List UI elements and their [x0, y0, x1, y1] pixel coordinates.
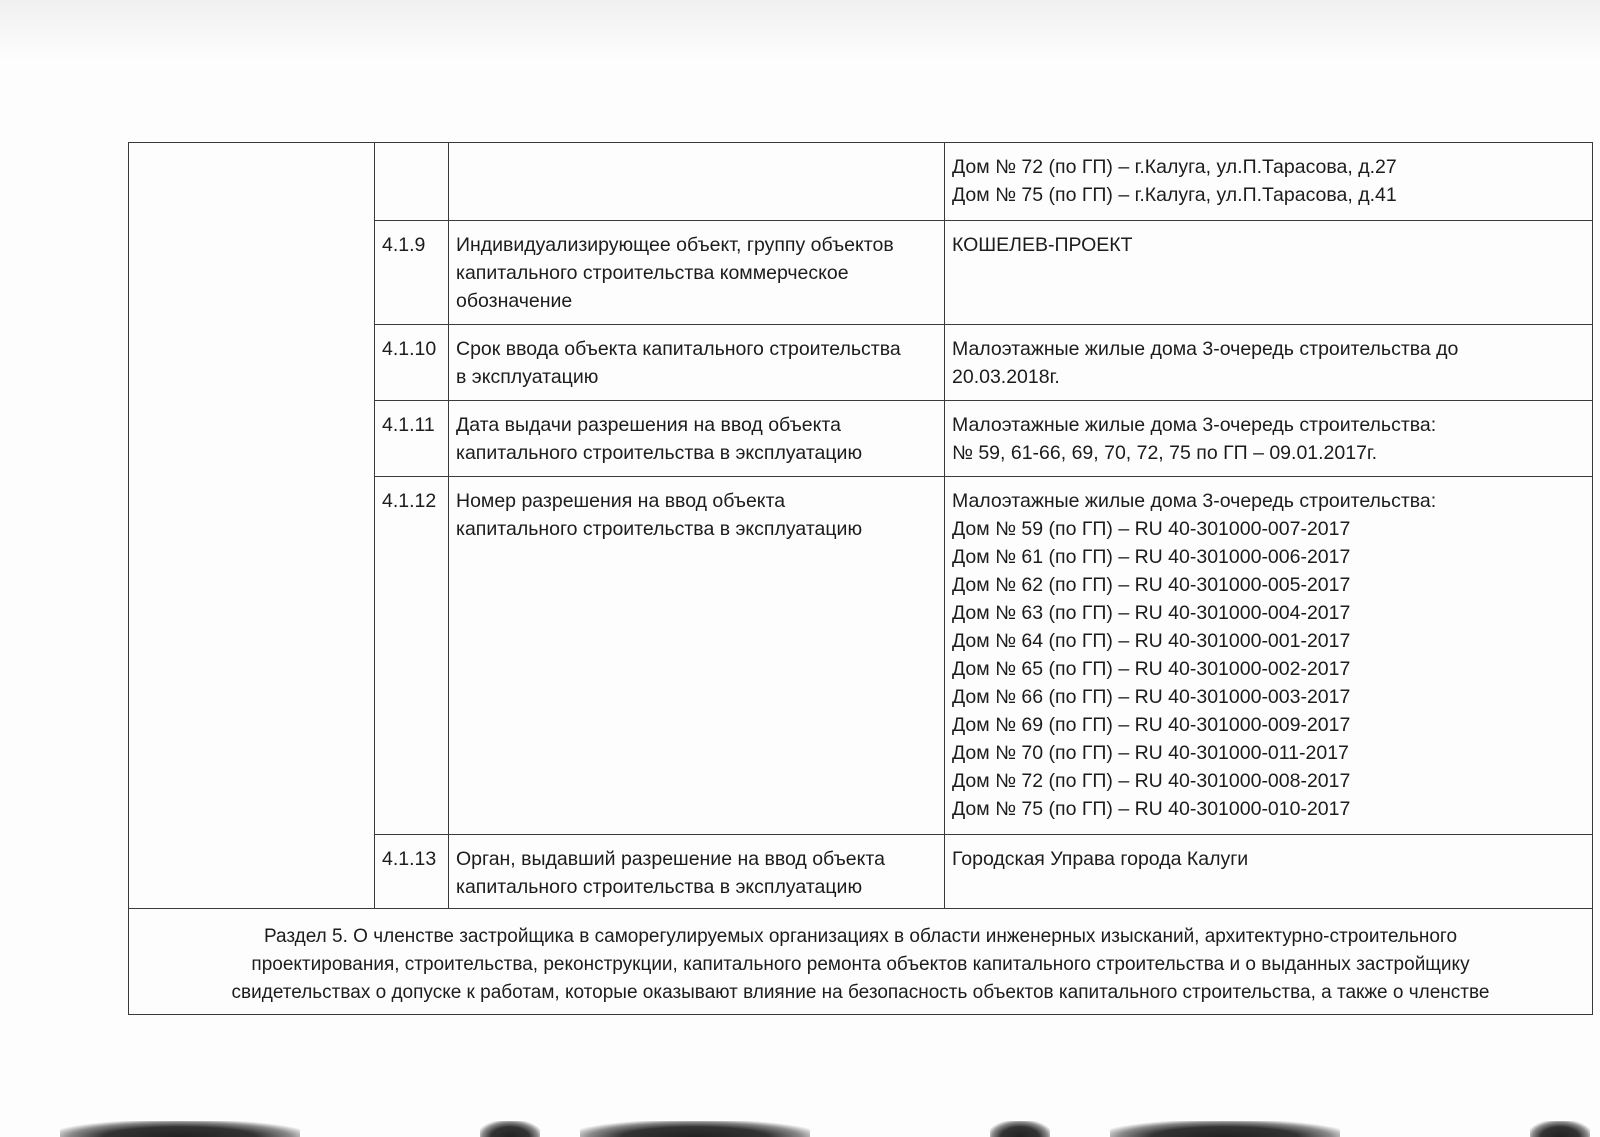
scan-mark: [60, 1121, 300, 1137]
value-line: Дом № 70 (по ГП) – RU 40-301000-011-2017: [952, 742, 1349, 764]
value-line: 20.03.2018г.: [952, 366, 1060, 388]
label-line: Дата выдачи разрешения на ввод объекта: [456, 414, 841, 436]
row-number: 4.1.12: [375, 477, 449, 835]
scan-mark: [990, 1121, 1050, 1137]
row-label: [449, 477, 945, 835]
label-line: обозначение: [456, 290, 573, 312]
label-line: Номер разрешения на ввод объекта: [456, 490, 786, 512]
label-line: в эксплуатацию: [456, 366, 599, 388]
label-line: капитального строительства в эксплуатацию: [456, 518, 863, 540]
scan-mark: [1110, 1121, 1340, 1137]
value-line: Дом № 59 (по ГП) – RU 40-301000-007-2017: [952, 518, 1351, 540]
row-number: 4.1.11: [375, 401, 449, 477]
value-line: Дом № 75 (по ГП) – RU 40-301000-010-2017: [952, 798, 1351, 820]
scan-mark: [480, 1121, 540, 1137]
label-line: Орган, выдавший разрешение на ввод объекта: [456, 848, 885, 870]
row-value: [945, 221, 1593, 325]
value-line: Городская Управа города Калуги: [952, 848, 1249, 870]
row-label: [449, 143, 945, 221]
value-line: № 59, 61-66, 69, 70, 72, 75 по ГП – 09.01.2017г.: [952, 442, 1378, 464]
row-value: [945, 835, 1593, 909]
row-label: [449, 401, 945, 477]
value-line: Малоэтажные жилые дома 3-очередь строительства:: [952, 490, 1437, 512]
scan-mark: [580, 1121, 810, 1137]
value-line: Дом № 61 (по ГП) – RU 40-301000-006-2017: [952, 546, 1351, 568]
value-line: Дом № 62 (по ГП) – RU 40-301000-005-2017: [952, 574, 1351, 596]
value-line: Дом № 72 (по ГП) – RU 40-301000-008-2017: [952, 770, 1351, 792]
empty-left-column: [129, 143, 375, 909]
value-line: Дом № 75 (по ГП) – г.Калуга, ул.П.Тарасова, д.41: [952, 184, 1397, 206]
row-number: 4.1.10: [375, 325, 449, 401]
section-line: Раздел 5. О членстве застройщика в саморегулируемых организациях в области инженерных изысканий, архитектурно-строительного: [263, 926, 1458, 947]
row-value: [945, 325, 1593, 401]
value-line: Дом № 64 (по ГП) – RU 40-301000-001-2017: [952, 630, 1351, 652]
section-heading: [129, 909, 1593, 1015]
value-line: Дом № 66 (по ГП) – RU 40-301000-003-2017: [952, 686, 1351, 708]
value-line: Дом № 69 (по ГП) – RU 40-301000-009-2017: [952, 714, 1351, 736]
document-table: [128, 142, 1593, 1015]
row-label: [449, 835, 945, 909]
row-label: [449, 221, 945, 325]
value-line: Дом № 72 (по ГП) – г.Калуга, ул.П.Тарасова, д.27: [952, 156, 1397, 178]
scan-mark: [1530, 1121, 1590, 1137]
label-line: капитального строительства в эксплуатацию: [456, 876, 863, 898]
label-line: капитального строительства в эксплуатацию: [456, 442, 863, 464]
section-line: проектирования, строительства, реконструкции, капитального ремонта объектов капитального строительства и о выданных застройщику: [251, 954, 1470, 975]
label-line: капитального строительства коммерческое: [456, 262, 849, 284]
value-line: Дом № 63 (по ГП) – RU 40-301000-004-2017: [952, 602, 1351, 624]
table-body: [129, 143, 1593, 1015]
value-line: Малоэтажные жилые дома 3-очередь строительства:: [952, 414, 1437, 436]
label-line: Срок ввода объекта капитального строительства: [456, 338, 901, 360]
row-number: 4.1.13: [375, 835, 449, 909]
row-label: [449, 325, 945, 401]
value-line: КОШЕЛЕВ-ПРОЕКТ: [952, 234, 1133, 256]
row-number: 4.1.9: [375, 221, 449, 325]
row-value: [945, 401, 1593, 477]
scan-shadow: [0, 0, 1600, 60]
row-value: [945, 477, 1593, 835]
value-line: Малоэтажные жилые дома 3-очередь строительства до: [952, 338, 1459, 360]
row-number: [375, 143, 449, 221]
label-line: Индивидуализирующее объект, группу объектов: [456, 234, 894, 256]
value-line: Дом № 65 (по ГП) – RU 40-301000-002-2017: [952, 658, 1351, 680]
section-line: свидетельствах о допуске к работам, которые оказывают влияние на безопасность объектов капитального строительства, а также о членстве: [231, 982, 1490, 1003]
row-value: [945, 143, 1593, 221]
section-row: [129, 909, 1593, 1015]
table-row: [129, 143, 1593, 221]
